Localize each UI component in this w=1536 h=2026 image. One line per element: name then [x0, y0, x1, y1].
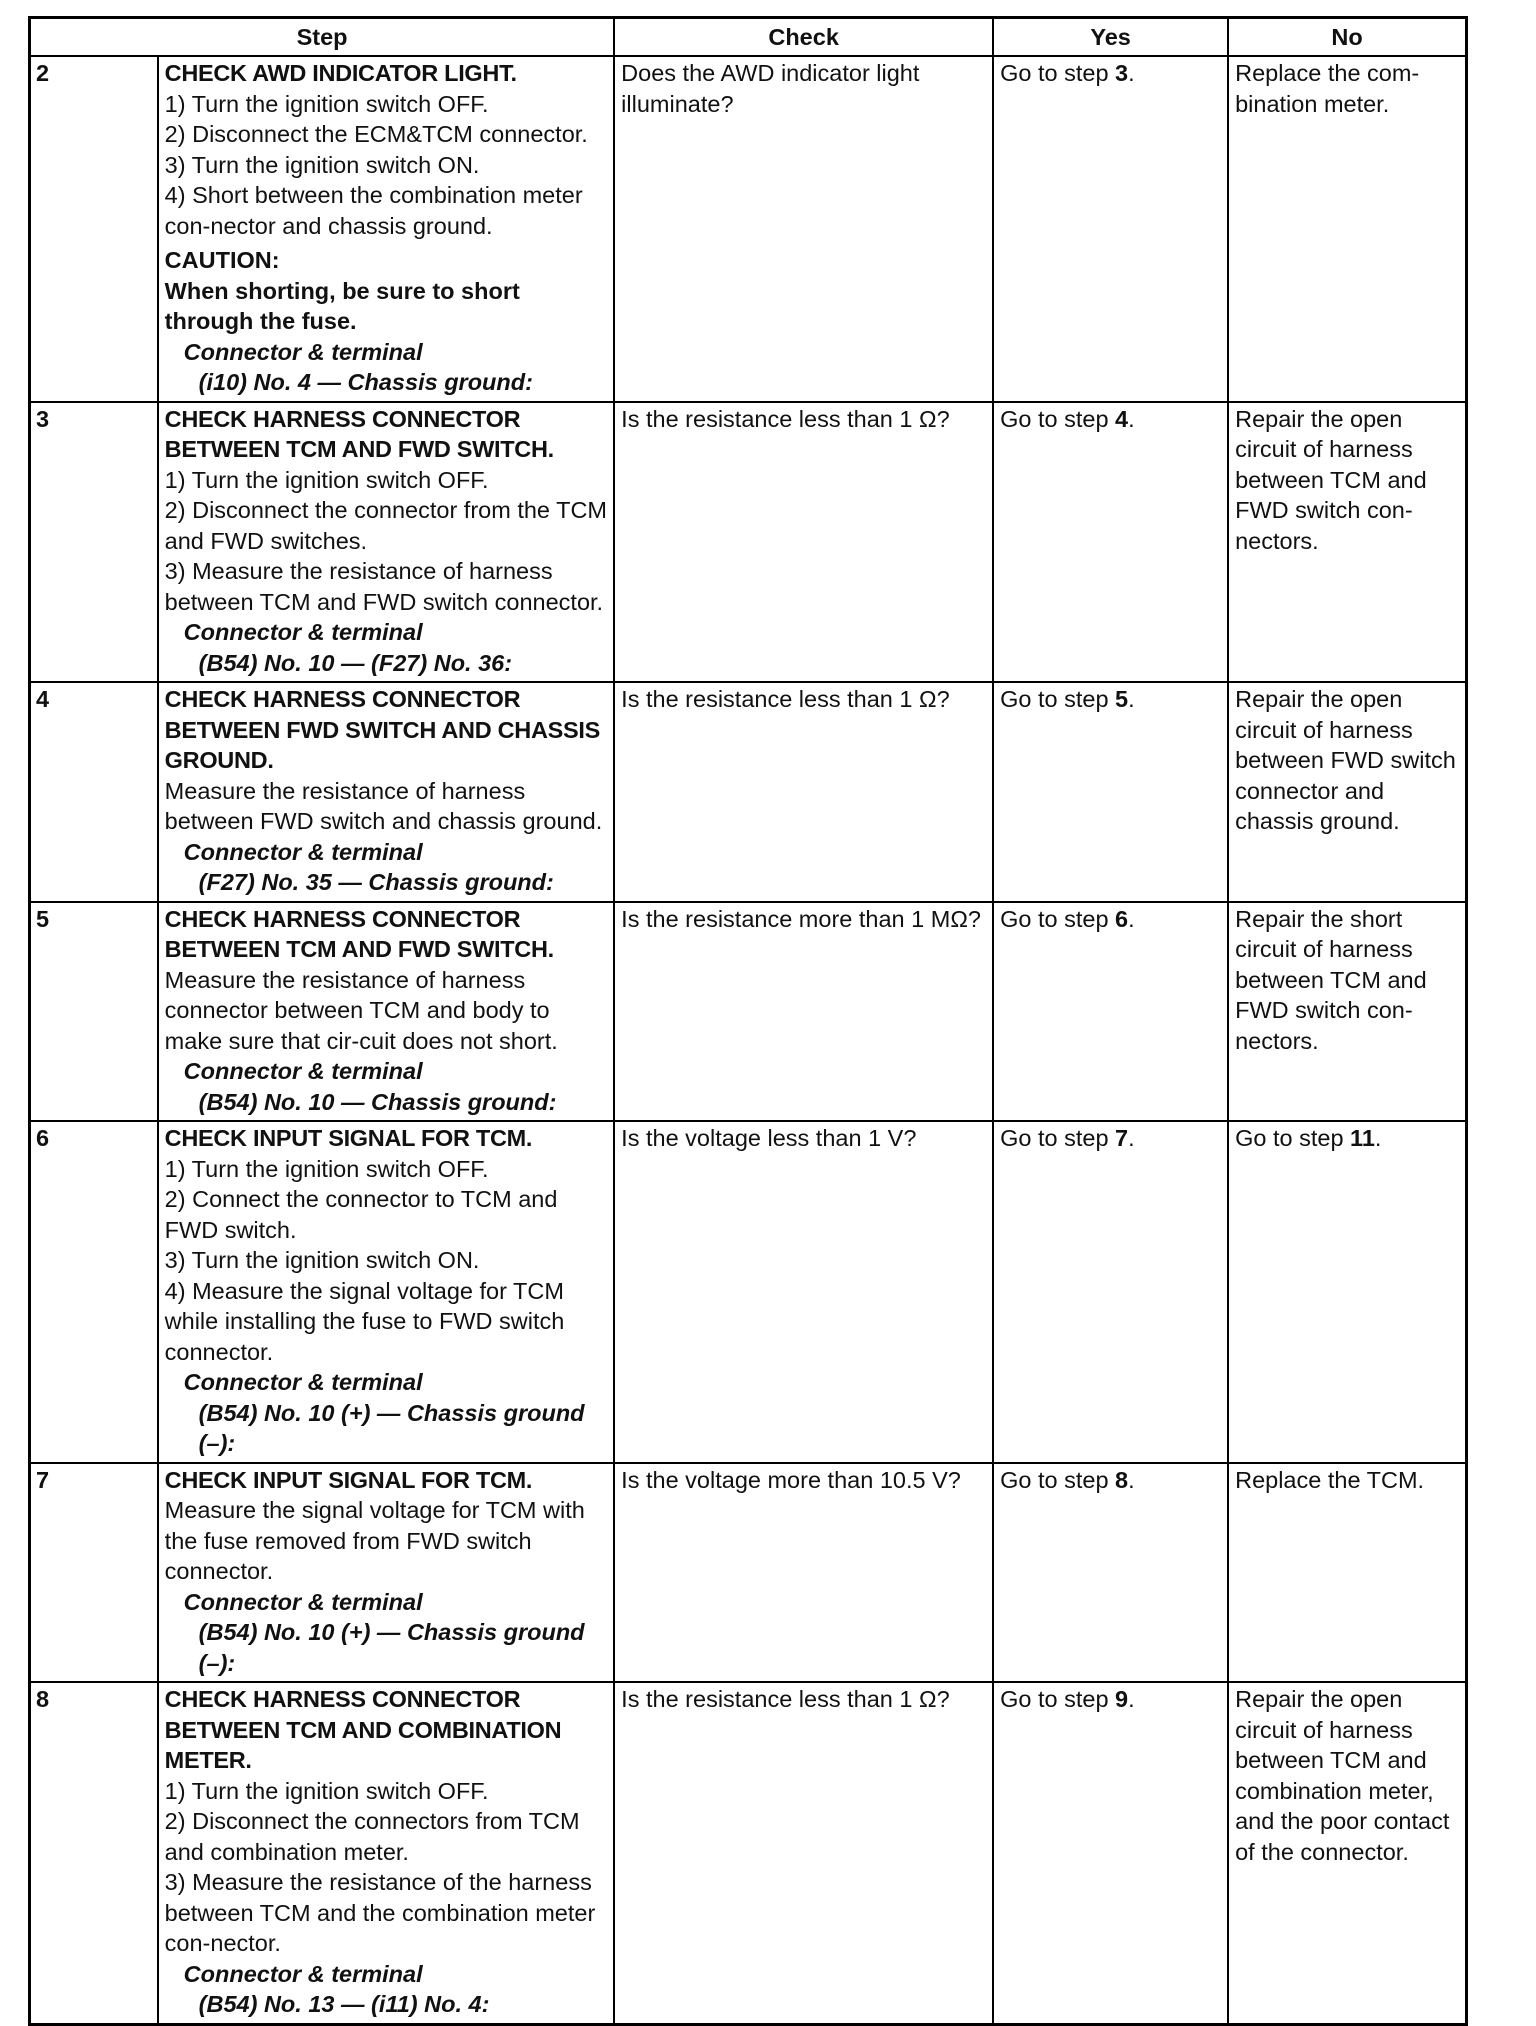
yes-suffix: . — [1128, 905, 1135, 932]
step-cell — [158, 402, 615, 683]
step-instruction: 4) Short between the combination meter con-nector and chassis ground. — [164, 182, 583, 239]
yes-prefix: Go to step — [1000, 1466, 1116, 1493]
step-title: CHECK HARNESS CONNECTOR BETWEEN TCM AND COMBINATION METER. — [164, 1686, 562, 1773]
yes-suffix: . — [1128, 686, 1135, 712]
table-row — [30, 402, 1467, 683]
step-title: CHECK AWD INDICATOR LIGHT. — [164, 60, 517, 86]
connector-terminal-label: Connector & terminal — [183, 1058, 423, 1084]
step-number: 8 — [30, 1682, 158, 2024]
header-check: Check — [614, 18, 993, 57]
check-cell: Is the voltage less than 1 V? — [614, 1121, 993, 1463]
header-no: No — [1228, 18, 1466, 57]
yes-cell — [993, 56, 1228, 402]
header-step: Step — [30, 18, 615, 57]
no-cell — [1228, 1682, 1466, 2024]
yes-step-number: 9 — [1115, 1686, 1129, 1712]
no-cell — [1228, 402, 1466, 683]
step-instruction: Measure the resistance of harness between FWD switch and chassis ground. — [164, 777, 603, 834]
yes-suffix: . — [1128, 1466, 1135, 1493]
step-cell — [158, 1121, 615, 1463]
yes-prefix: Go to step — [1000, 60, 1116, 86]
yes-prefix: Go to step — [1000, 686, 1116, 712]
yes-prefix: Go to step — [1000, 1686, 1116, 1712]
step-number: 6 — [30, 1121, 158, 1463]
yes-cell — [993, 1121, 1228, 1463]
yes-cell — [993, 682, 1228, 902]
connector-terminal-value: (B54) No. 10 (+) — Chassis ground (–): — [198, 1619, 585, 1676]
step-instruction: 2) Disconnect the ECM&TCM connector. — [164, 121, 588, 147]
step-instruction: 3) Turn the ignition switch ON. — [164, 151, 480, 178]
step-instruction: Measure the resistance of harness connector between TCM and body to make sure that cir-cuit does not short. — [164, 966, 558, 1054]
step-number: 2 — [30, 56, 158, 402]
step-number: 3 — [30, 402, 158, 683]
step-cell — [158, 682, 615, 902]
no-action: Replace the TCM. — [1235, 1466, 1425, 1493]
no-cell — [1228, 902, 1466, 1122]
table-row — [30, 902, 1467, 1122]
connector-terminal-label: Connector & terminal — [183, 338, 423, 365]
step-title: CHECK HARNESS CONNECTOR BETWEEN TCM AND FWD SWITCH. — [164, 905, 554, 962]
connector-terminal-value: (B54) No. 10 — Chassis ground: — [198, 1088, 557, 1115]
diagnosis-table — [28, 16, 1468, 2026]
yes-step-number: 8 — [1115, 1466, 1129, 1493]
step-instruction: 3) Measure the resistance of harness between TCM and FWD switch connector. — [164, 558, 604, 615]
step-title: CHECK HARNESS CONNECTOR BETWEEN TCM AND FWD SWITCH. — [164, 405, 554, 462]
table-row — [30, 682, 1467, 902]
step-cell — [158, 902, 615, 1122]
step-instruction: 2) Disconnect the connector from the TCM and FWD switches. — [164, 497, 608, 554]
no-cell — [1228, 1121, 1466, 1463]
yes-suffix: . — [1128, 60, 1135, 86]
check-cell: Is the resistance more than 1 MΩ? — [614, 902, 993, 1122]
yes-cell — [993, 1463, 1228, 1683]
table-row — [30, 1121, 1467, 1463]
step-cell — [158, 56, 615, 402]
step-instruction: 1) Turn the ignition switch OFF. — [164, 1777, 489, 1804]
step-instruction: 3) Measure the resistance of the harness between TCM and the combination meter con-nector. — [164, 1869, 596, 1956]
no-prefix: Go to step — [1235, 1125, 1351, 1151]
yes-cell — [993, 402, 1228, 683]
step-instruction: 1) Turn the ignition switch OFF. — [164, 466, 489, 493]
check-cell: Is the voltage more than 10.5 V? — [614, 1463, 993, 1683]
connector-terminal-label: Connector & terminal — [183, 619, 423, 645]
step-instruction: 2) Connect the connector to TCM and FWD switch. — [164, 1186, 558, 1243]
yes-step-number: 4 — [1115, 405, 1129, 432]
yes-prefix: Go to step — [1000, 905, 1116, 932]
connector-terminal-label: Connector & terminal — [183, 1588, 423, 1615]
connector-terminal-label: Connector & terminal — [183, 1369, 423, 1395]
step-instruction: 3) Turn the ignition switch ON. — [164, 1247, 480, 1273]
step-cell — [158, 1463, 615, 1683]
check-cell: Is the resistance less than 1 Ω? — [614, 682, 993, 902]
connector-terminal-value: (B54) No. 10 — (F27) No. 36: — [198, 649, 513, 676]
yes-cell — [993, 1682, 1228, 2024]
no-step-number: 11 — [1350, 1125, 1375, 1151]
no-cell — [1228, 56, 1466, 402]
caution-label: CAUTION: — [164, 247, 280, 273]
yes-suffix: . — [1128, 1125, 1135, 1151]
table-row — [30, 1682, 1467, 2024]
no-cell — [1228, 1463, 1466, 1683]
yes-step-number: 7 — [1115, 1125, 1129, 1151]
no-suffix: . — [1374, 1125, 1382, 1151]
step-instruction: Measure the signal voltage for TCM with the fuse removed from FWD switch connector. — [164, 1497, 585, 1584]
yes-cell — [993, 902, 1228, 1122]
step-title: CHECK INPUT SIGNAL FOR TCM. — [164, 1125, 533, 1151]
step-instruction: 4) Measure the signal voltage for TCM while installing the fuse to FWD switch connector. — [164, 1277, 565, 1365]
header-yes: Yes — [993, 18, 1228, 57]
no-action: Repair the short circuit of harness between TCM and FWD switch con-nectors. — [1235, 905, 1427, 1054]
connector-terminal-value: (F27) No. 35 — Chassis ground: — [198, 869, 554, 895]
step-instruction: 2) Disconnect the connectors from TCM and combination meter. — [164, 1808, 580, 1865]
table-row — [30, 56, 1467, 402]
step-number: 5 — [30, 902, 158, 1122]
yes-suffix: . — [1128, 1686, 1135, 1712]
check-cell: Does the AWD indicator light illuminate? — [614, 56, 993, 402]
yes-suffix: . — [1128, 405, 1135, 432]
table-row — [30, 1463, 1467, 1683]
step-title: CHECK INPUT SIGNAL FOR TCM. — [164, 1466, 533, 1493]
step-number: 4 — [30, 682, 158, 902]
step-instruction: 1) Turn the ignition switch OFF. — [164, 90, 489, 117]
step-title: CHECK HARNESS CONNECTOR BETWEEN FWD SWITCH AND CHASSIS GROUND. — [164, 686, 600, 773]
no-action: Replace the com-bination meter. — [1235, 60, 1420, 117]
header-row — [30, 18, 1467, 57]
connector-terminal-value: (i10) No. 4 — Chassis ground: — [198, 369, 533, 395]
no-action: Repair the open circuit of harness between TCM and FWD switch con-nectors. — [1235, 405, 1427, 554]
step-instruction: 1) Turn the ignition switch OFF. — [164, 1155, 489, 1182]
no-action: Repair the open circuit of harness between TCM and combination meter, and the poor contact of the connector. — [1235, 1686, 1450, 1865]
caution-text: When shorting, be sure to short through the fuse. — [164, 277, 520, 334]
step-cell — [158, 1682, 615, 2024]
connector-terminal-value: (B54) No. 10 (+) — Chassis ground (–): — [198, 1399, 585, 1456]
yes-prefix: Go to step — [1000, 405, 1116, 432]
yes-step-number: 5 — [1115, 686, 1129, 712]
yes-step-number: 6 — [1115, 905, 1129, 932]
connector-terminal-label: Connector & terminal — [183, 1960, 423, 1987]
step-number: 7 — [30, 1463, 158, 1683]
check-cell: Is the resistance less than 1 Ω? — [614, 1682, 993, 2024]
no-cell — [1228, 682, 1466, 902]
no-action: Repair the open circuit of harness between FWD switch connector and chassis ground. — [1235, 686, 1456, 834]
check-cell: Is the resistance less than 1 Ω? — [614, 402, 993, 683]
yes-prefix: Go to step — [1000, 1125, 1116, 1151]
connector-terminal-value: (B54) No. 13 — (i11) No. 4: — [198, 1991, 490, 2017]
yes-step-number: 3 — [1115, 60, 1129, 86]
connector-terminal-label: Connector & terminal — [183, 838, 423, 865]
